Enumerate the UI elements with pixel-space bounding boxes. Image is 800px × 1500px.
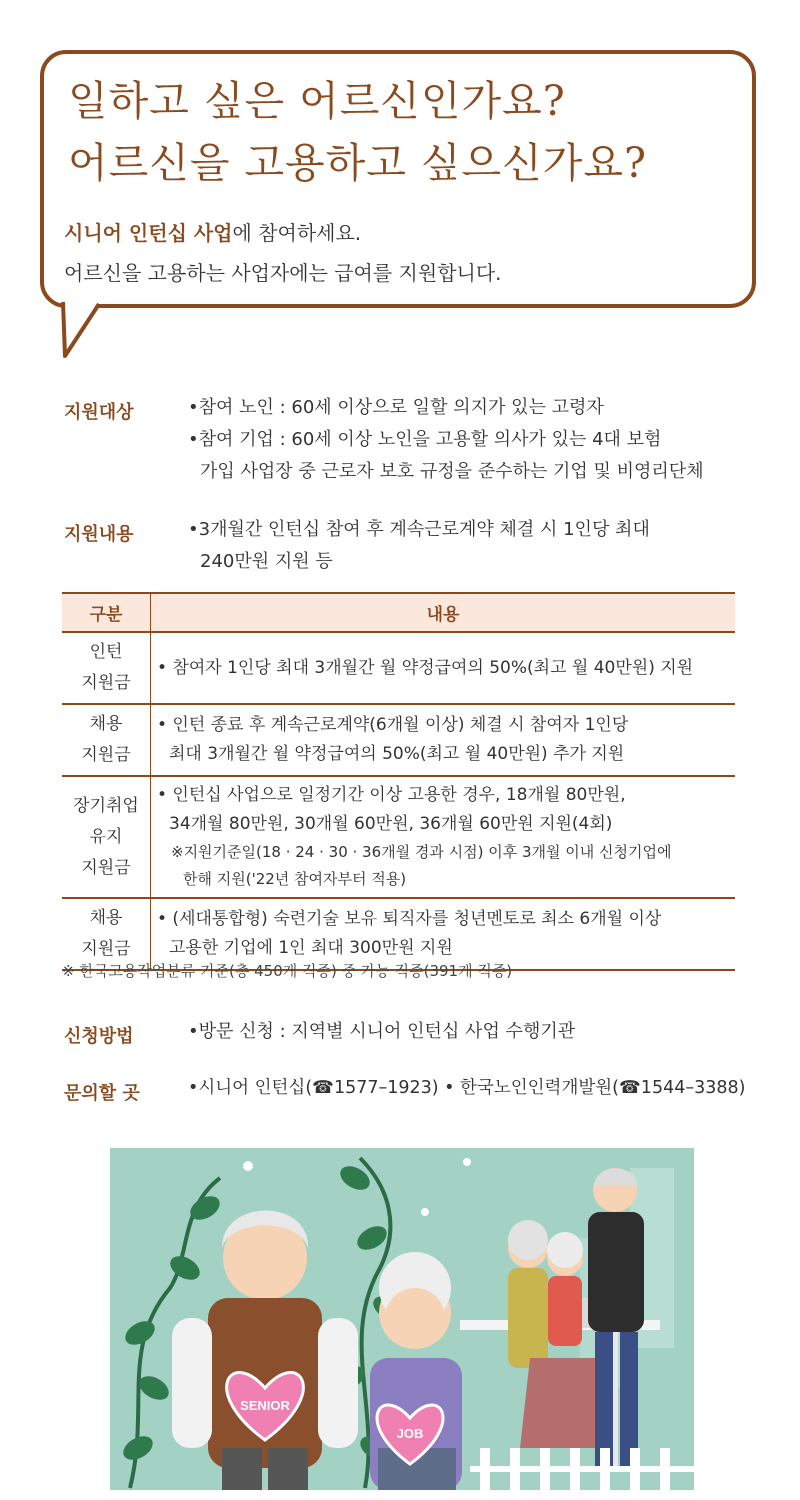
table-row-category xyxy=(62,632,151,704)
content-line: • (세대통합형) 숙련기술 보유 퇴직자를 청년멘토로 최소 6개월 이상 xyxy=(157,909,662,929)
category-line: 채용 xyxy=(89,908,123,928)
table-row-category xyxy=(62,704,151,776)
category-line: 장기취업 xyxy=(73,795,139,816)
table-row-content xyxy=(151,632,736,704)
table-row xyxy=(62,704,735,776)
content-line: • 인턴십 사업으로 일정기간 이상 고용한 경우, 18개월 80만원, xyxy=(157,785,626,805)
job-classification-note: ※ 한국고용작업분류 기준(총 450개 직종) 중 가능 직종(391개 직종) xyxy=(62,962,513,980)
support-target-item-2-cont: 가입 사업장 중 근로자 보호 규정을 준수하는 기업 및 비영리단체 xyxy=(200,461,704,482)
category-line: 채용 xyxy=(89,714,123,734)
support-content-line-2: 240만원 지원 등 xyxy=(200,551,333,572)
table-row-category xyxy=(62,776,151,898)
table-row-content xyxy=(151,704,736,776)
support-target-label: 지원대상 xyxy=(64,402,134,423)
headline-line2: 어르신을 고용하고 싶으신가요? xyxy=(68,139,647,187)
category-line: 지원금 xyxy=(81,857,131,878)
contact-text: •시니어 인턴십(☎1577–1923) • 한국노인인력개발원(☎1544–3388) xyxy=(188,1078,746,1098)
support-content-label: 지원내용 xyxy=(64,524,134,545)
category-line: 지원금 xyxy=(81,673,131,693)
content-note: ※지원기준일(18 · 24 · 30 · 36개월 경과 시점) 이후 3개월 이내 신청기업에 xyxy=(171,843,672,861)
support-target-item-2: •참여 기업 : 60세 이상 노인을 고용할 의사가 있는 4대 보험 xyxy=(188,429,662,450)
table-row xyxy=(62,632,735,704)
category-line: 유지 xyxy=(89,826,123,847)
content-line: 최대 3개월간 월 약정급여의 50%(최고 월 40만원) 추가 지원 xyxy=(169,744,625,764)
content-line: • 참여자 1인당 최대 3개월간 월 약정급여의 50%(최고 월 40만원) 지원 xyxy=(157,657,694,678)
intro-line2: 어르신을 고용하는 사업자에는 급여를 지원합니다. xyxy=(64,261,502,285)
senior-job-illustration xyxy=(110,1148,694,1490)
heart-job-label: JOB xyxy=(396,1426,424,1441)
table-header-category: 구분 xyxy=(62,593,151,632)
speech-bubble-tail xyxy=(55,300,115,362)
content-line: • 인턴 종료 후 계속근로계약(6개월 이상) 체결 시 참여자 1인당 xyxy=(157,715,629,735)
headline-line1: 일하고 싶은 어르신인가요? xyxy=(68,77,566,125)
category-line: 지원금 xyxy=(81,745,131,765)
table-row xyxy=(62,776,735,898)
table-header-content: 내용 xyxy=(151,593,736,632)
table-header-row xyxy=(62,593,735,632)
heart-senior-label: SENIOR xyxy=(240,1398,290,1413)
contact-label: 문의할 곳 xyxy=(64,1083,140,1104)
support-table xyxy=(62,592,735,971)
apply-text: •방문 신청 : 지역별 시니어 인턴십 사업 수행기관 xyxy=(188,1021,576,1042)
support-content-line-1: •3개월간 인턴십 참여 후 계속근로계약 체결 시 1인당 최대 xyxy=(188,519,650,540)
content-line: 34개월 80만원, 30개월 60만원, 36개월 60만원 지원(4회) xyxy=(169,814,613,834)
intro-line1-rest: 에 참여하세요. xyxy=(232,221,362,245)
intro-line1 xyxy=(64,217,361,246)
category-line: 지원금 xyxy=(81,939,131,959)
content-line: 고용한 기업에 1인 최대 300만원 지원 xyxy=(169,938,453,958)
table-row-content xyxy=(151,776,736,898)
category-line: 인턴 xyxy=(89,642,123,662)
support-target-item-1: •참여 노인 : 60세 이상으로 일할 의지가 있는 고령자 xyxy=(188,397,604,418)
content-note: 한해 지원('22년 참여자부터 적용) xyxy=(183,870,407,888)
apply-label: 신청방법 xyxy=(64,1026,134,1047)
intro-highlight: 시니어 인턴십 사업 xyxy=(64,221,233,245)
